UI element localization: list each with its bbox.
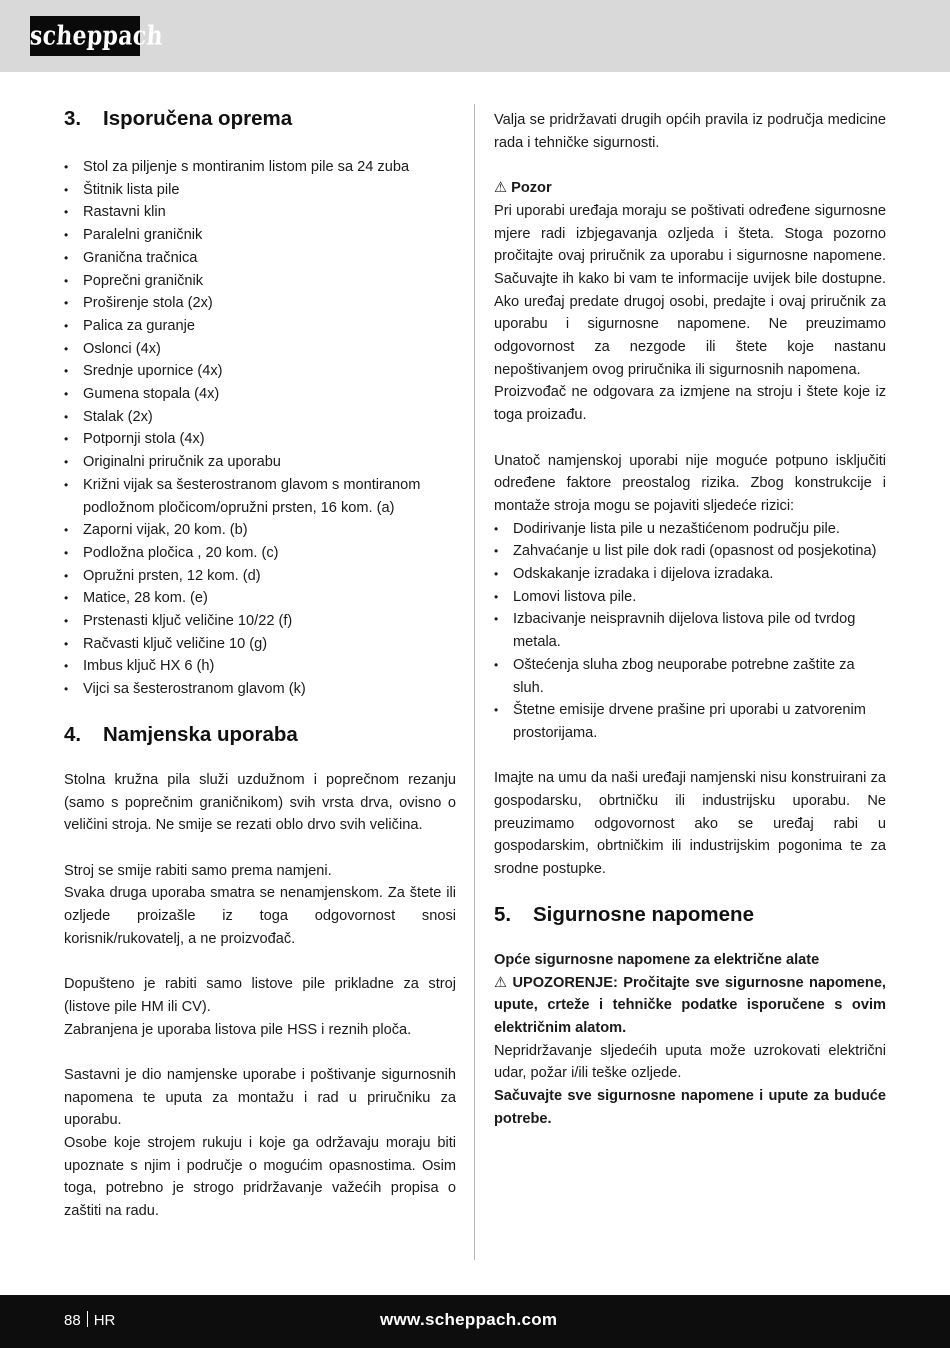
paragraph: Osobe koje strojem rukuju i koje ga održavaju moraju biti upoznate s njim i područje o mogućim opasnostima. Osim toga, potrebno je strogo pridržavanje važećih propisa o zaštiti na radu. xyxy=(64,1135,456,1220)
section-4-heading xyxy=(64,720,456,750)
list-item: • Zaporni vijak, 20 kom. (b) xyxy=(64,519,456,542)
paragraph: Stroj se smije rabiti samo prema namjeni. xyxy=(64,862,332,879)
list-item: • Dodirivanje lista pile u nezaštićenom području pile. xyxy=(494,518,886,541)
list-item: • Originalni priručnik za uporabu xyxy=(64,451,456,474)
list-item: • Stalak (2x) xyxy=(64,406,456,429)
list-item: • Opružni prsten, 12 kom. (d) xyxy=(64,565,456,588)
page-header xyxy=(0,0,950,72)
section-number: 4. xyxy=(64,722,82,746)
paragraph: Stolna kružna pila služi uzdužnom i poprečnom rezanju (samo s poprečnim graničnikom) svih vrsta drva, ovisno o veličini stroja. Ne smije se rezati oblo drvo svih veličina. xyxy=(64,771,456,834)
paragraph: Proizvođač ne odgovara za izmjene na stroju i štete koje iz toga proizađu. xyxy=(494,384,886,424)
caution-heading xyxy=(494,177,886,200)
list-item: • Štetne emisije drvene prašine pri uporabi u zatvorenim prostorijama. xyxy=(494,699,886,744)
section-title: Namjenska uporaba xyxy=(103,722,298,746)
list-item: • Zahvaćanje u list pile dok radi (opasnost od posjekotina) xyxy=(494,540,886,563)
list-item: • Srednje upornice (4x) xyxy=(64,360,456,383)
section-number: 5. xyxy=(494,902,512,926)
list-item: • Paralelni graničnik xyxy=(64,224,456,247)
supplied-items-list xyxy=(64,156,456,701)
warning-text: UPOZORENJE: Pročitajte sve sigurnosne napomene, upute, crteže i tehničke podatke isporučene s ovim električnim alatom. xyxy=(494,974,886,1036)
section-5-heading xyxy=(494,900,886,930)
list-item: • Vijci sa šesterostranom glavom (k) xyxy=(64,678,456,701)
list-item: • Štitnik lista pile xyxy=(64,179,456,202)
warning-paragraph xyxy=(494,972,886,1040)
page-footer xyxy=(0,1295,950,1348)
list-item: • Rastavni klin xyxy=(64,201,456,224)
paragraph: Imajte na umu da naši uređaji namjenski nisu konstruirani za gospodarsku, obrtničku ili industrijsku uporabu. Ne preuzimamo odgovornost ako se uređaj rabi u gospodarskim, obrtničkim ili industrijskim pogonima te za srodne postupke. xyxy=(494,770,886,878)
section-3-heading xyxy=(64,104,456,134)
list-item: • Gumena stopala (4x) xyxy=(64,383,456,406)
list-item: • Granična tračnica xyxy=(64,247,456,270)
list-item: • Potpornji stola (4x) xyxy=(64,428,456,451)
list-item: • Imbus ključ HX 6 (h) xyxy=(64,655,456,678)
list-item: • Proširenje stola (2x) xyxy=(64,292,456,315)
column-divider xyxy=(474,104,475,1260)
list-item: • Stol za piljenje s montiranim listom pile sa 24 zuba xyxy=(64,156,456,179)
list-item: • Račvasti ključ veličine 10 (g) xyxy=(64,633,456,656)
right-column xyxy=(494,109,886,1130)
left-column xyxy=(64,104,456,1223)
brand-logo: scheppach xyxy=(30,16,140,56)
paragraph: Nepridržavanje sljedećih uputa može uzrokovati električni udar, požar i/ili teške ozljede. xyxy=(494,1042,886,1082)
paragraph: Valja se pridržavati drugih općih pravila iz područja medicine rada i tehničke sigurnosti. xyxy=(494,112,886,151)
page-number-value: 88 xyxy=(64,1312,81,1329)
paragraph: Unatoč namjenskoj uporabi nije moguće potpuno isključiti određene faktore preostalog rizika. Zbog konstrukcije i montaže stroja mogu se pojaviti sljedeće rizici: xyxy=(494,452,886,514)
paragraph: Sačuvajte sve sigurnosne napomene i upute za buduće potrebe. xyxy=(494,1088,886,1127)
section-title: Sigurnosne napomene xyxy=(533,902,754,926)
paragraph: Svaka druga uporaba smatra se nenamjenskom. Za štete ili ozljede proizašle iz toga odgovornost snosi korisnik/rukovatelj, a ne proizvođač. xyxy=(64,885,456,947)
list-item: • Palica za guranje xyxy=(64,315,456,338)
residual-risks-list xyxy=(494,518,886,745)
caution-title: Pozor xyxy=(511,180,552,197)
list-item: • Prstenasti ključ veličine 10/22 (f) xyxy=(64,610,456,633)
paragraph: Zabranjena je uporaba listova pile HSS i reznih ploča. xyxy=(64,1021,412,1038)
subheading: Opće sigurnosne napomene za električne alate xyxy=(494,951,820,968)
warning-icon: ⚠ xyxy=(494,974,509,991)
warning-icon: ⚠ xyxy=(494,180,508,197)
list-item: • Izbacivanje neispravnih dijelova listova pile od tvrdog metala. xyxy=(494,608,886,653)
list-item: • Križni vijak sa šesterostranom glavom s montiranom podložnom pločicom/opružni prsten, 16 kom. (a) xyxy=(64,474,456,519)
language-code: HR xyxy=(93,1312,116,1329)
section-number: 3. xyxy=(64,107,82,130)
page-number xyxy=(64,1310,115,1332)
paragraph: Dopušteno je rabiti samo listove pile prikladne za stroj (listove pile HM ili CV). xyxy=(64,976,456,1015)
list-item: • Oslonci (4x) xyxy=(64,338,456,361)
list-item: • Lomovi listova pile. xyxy=(494,586,886,609)
list-item: • Podložna pločica , 20 kom. (c) xyxy=(64,542,456,565)
list-item: • Odskakanje izradaka i dijelova izradaka. xyxy=(494,563,886,586)
paragraph: Pri uporabi uređaja moraju se poštivati određene sigurnosne mjere radi izbjegavanja ozljeda i šteta. Stoga pozorno pročitajte ovaj priručnik za uporabu i sigurnosne napomene. Sačuvajte ih kako bi vam te informacije uvijek bile dostupne. Ako uređaj predate drugoj osobi, predajte i ovaj priručnik za uporabu i sigurnosne napomene. Ne preuzimamo odgovornost za nezgode ili štete koje nastanu nepoštivanjem ovog priručnika ili sigurnosnih napomena. xyxy=(494,202,886,378)
list-item: • Oštećenja sluha zbog neuporabe potrebne zaštite za sluh. xyxy=(494,654,886,699)
list-item: • Poprečni graničnik xyxy=(64,270,456,293)
section-title: Isporučena oprema xyxy=(103,107,293,130)
website-link[interactable]: www.scheppach.com xyxy=(380,1310,558,1329)
paragraph: Sastavni je dio namjenske uporabe i poštivanje sigurnosnih napomena te uputa za montažu i rad u priručniku za uporabu. xyxy=(64,1066,456,1129)
list-item: • Matice, 28 kom. (e) xyxy=(64,587,456,610)
